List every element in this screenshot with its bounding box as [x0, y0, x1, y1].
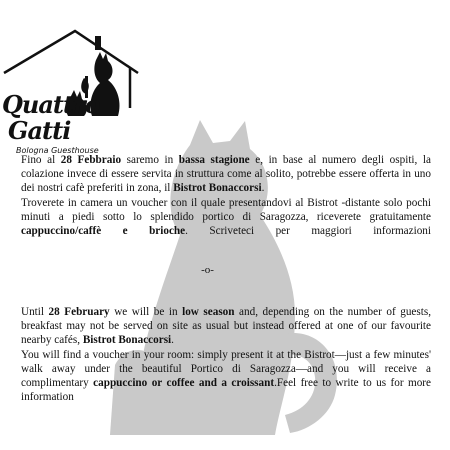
italian-paragraph-1 [21, 153, 431, 196]
english-notice [21, 305, 431, 404]
bold-bistrot: Bistrot Bonaccorsi [82, 334, 172, 347]
text: Fino al [21, 154, 61, 166]
bold-season: bassa stagione [178, 154, 250, 166]
bold-offer: cappuccino/caffè e brioche [21, 225, 186, 238]
logo-subtitle: Bologna Guesthouse [16, 146, 99, 155]
text: Troverete in camera un voucher con il quale presentandovi al Bistrot -distante solo pochi minuti a piedi sotto lo splendido portico di Saragozza, riceverete gratuitamente [21, 196, 431, 223]
bold-offer: cappuccino or coffee and a croissant [93, 377, 275, 390]
logo-text-quattro: Quattro [2, 90, 100, 119]
text: we will be in [109, 306, 183, 318]
text: Until [21, 306, 49, 318]
quattro-gatti-logo [0, 28, 140, 155]
bold-date: 28 Febbraio [60, 154, 122, 166]
bold-bistrot: Bistrot Bonaccorsi [173, 182, 262, 195]
bold-season: low season [182, 306, 235, 318]
text: . [261, 182, 265, 195]
bold-date: 28 February [48, 306, 110, 318]
logo-text-gatti: Gatti [8, 116, 71, 145]
italian-notice [21, 153, 431, 238]
text: .Feel free to write to us for more information [21, 377, 431, 404]
text: saremo in [121, 154, 179, 166]
english-paragraph-1 [21, 305, 431, 348]
separator: -o- [201, 264, 214, 276]
italian-paragraph-2 [21, 196, 431, 239]
text: e, in base al numero degli ospiti, la colazione invece di essere servita in struttura come al solito, potrebbe essere offerta in uno dei nostri cafè preferiti in zona, il [21, 154, 431, 195]
english-paragraph-2 [21, 348, 431, 405]
text: . [171, 334, 174, 347]
text: You will find a voucher in your room: simply present it at the Bistrot—just a few minutes' walk away under the beautiful Portico di Saragozza—and you will receive a complimentary [21, 348, 431, 390]
text: and, depending on the number of guests, breakfast may not be served on site as usual but instead offered at one of our favourite nearby cafés, [21, 306, 431, 347]
text: . Scriveteci per maggiori informazioni [185, 225, 431, 238]
